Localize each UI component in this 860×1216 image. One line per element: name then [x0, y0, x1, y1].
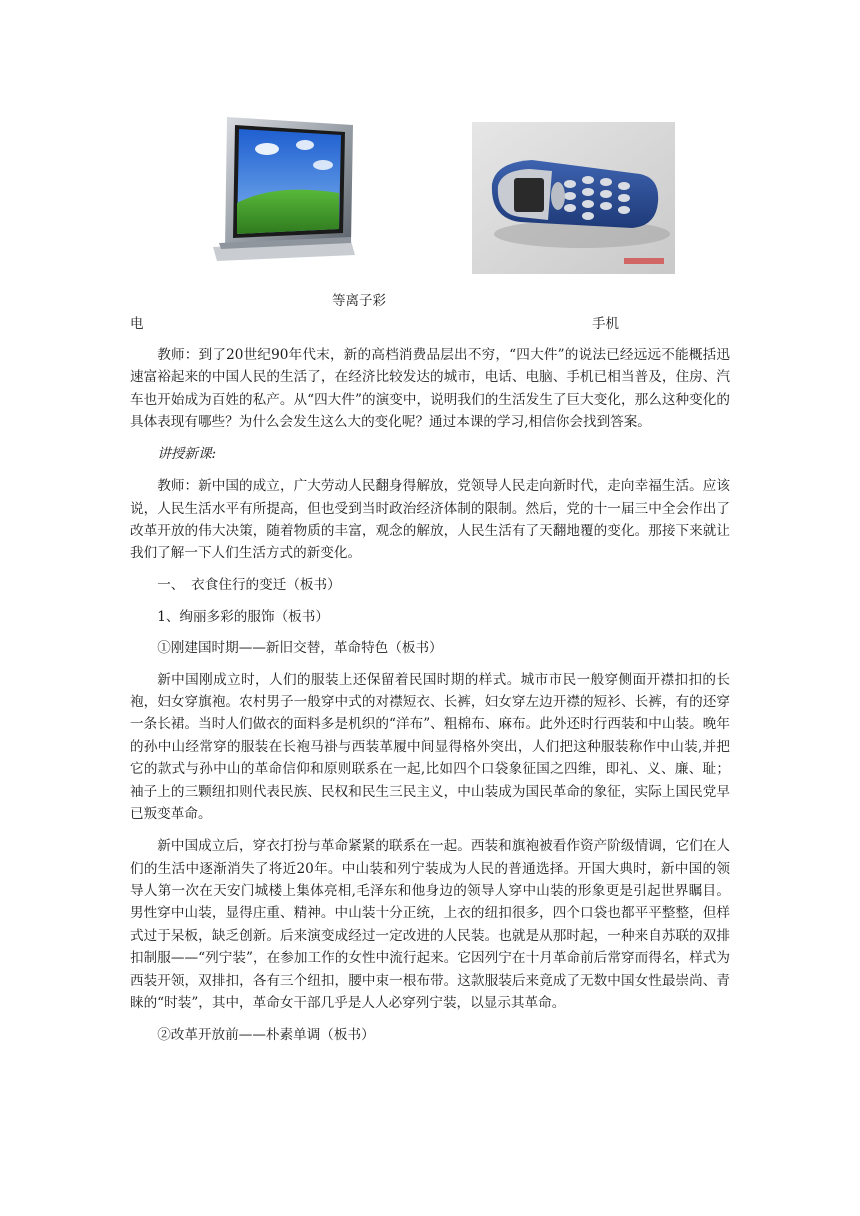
paragraph-early-prc-clothing: 新中国刚成立时，人们的服装上还保留着民国时期的样式。城市市民一般穿侧面开襟扣扣的长袍，妇女穿旗袍。农村男子一般穿中式的对襟短衣、长裤，妇女穿左边开襟的短衫、长裤，有的还穿一条长裙。当时人们做衣的面料多是机织的“洋布”、粗棉布、麻布。此外还时行西装和中山装。晚年的孙中山经常穿的服装在长袍马褂与西装革履中间显得格外突出，人们把这种服装称作中山装,并把它的款式与孙中山的革命信仰和原则联系在一起,比如四个口袋象征国之四维，即礼、义、廉、耻；袖子上的三颗纽扣则代表民族、民权和民生三民主义，中山装成为国民革命的象征，实际上国民党早已叛变革命。 [130, 671, 730, 823]
heading-subsection-1: 1、绚丽多彩的服饰（板书） [157, 608, 329, 625]
document-body [130, 344, 730, 1055]
heading-section-1: 一、 衣食住行的变迁（板书） [157, 577, 341, 594]
teacher-paragraph: 教师：新中国的成立，广大劳动人民翻身得解放，党领导人民走向新时代，走向幸福生活。应该说，人民生活水平有所提高，但也受到当时政治经济体制的限制。然后，党的十一届三中全会作出了改革开放的伟大决策，随着物质的丰富，观念的解放，人民生活有了天翻地覆的变化。那接下来就让我们了解一下人们生活方式的新变化。 [130, 478, 730, 562]
tv-caption-line2: 电 [130, 316, 144, 332]
phone-caption: 手机 [592, 316, 619, 332]
heading-period-2: ②改革开放前——朴素单调（板书） [157, 1026, 375, 1043]
plasma-tv-image [205, 115, 355, 263]
section-label-new-lesson: 讲授新课: [157, 446, 217, 463]
mobile-phone-image [472, 122, 675, 274]
heading-period-1: ①刚建国时期——新旧交替，革命特色（板书） [157, 640, 443, 657]
paragraph-post-founding-clothing: 新中国成立后，穿衣打扮与革命紧紧的联系在一起。西装和旗袍被看作资产阶级情调，它们在人们的生活中逐渐消失了将近20年。中山装和列宁装成为人民的普通选择。开国大典时，新中国的领导人第一次在天安门城楼上集体亮相,毛泽东和他身边的领导人穿中山装的形象更是引起世界瞩目。男性穿中山装，显得庄重、精神。中山装十分正统，上衣的纽扣很多，四个口袋也都平平整整，但样式过于呆板，缺乏创新。后来演变成经过一定改进的人民装。也就是从那时起，一种来自苏联的双排扣制服——“列宁装”，在参加工作的女性中流行起来。它因列宁在十月革命前后常穿而得名，样式为西装开领，双排扣，各有三个纽扣，腰中束一根布带。这款服装后来竟成了无数中国女性最崇尚、青睐的“时装”，其中，革命女干部几乎是人人必穿列宁装，以显示其革命。 [130, 838, 730, 1011]
intro-paragraph: 教师：到了20世纪90年代末，新的高档消费品层出不穷，“四大件”的说法已经远远不能概括迅速富裕起来的中国人民的生活了，在经济比较发达的城市，电话、电脑、手机已相当普及，住房、汽车也开始成为百姓的私产。从“四大件”的演变中，说明我们的生活发生了巨大变化，那么这种变化的具体表现有哪些？为什么会发生这么大的变化呢？通过本课的学习,相信你会找到答案。 [130, 347, 730, 431]
tv-caption-line1: 等离子彩 [332, 293, 386, 309]
